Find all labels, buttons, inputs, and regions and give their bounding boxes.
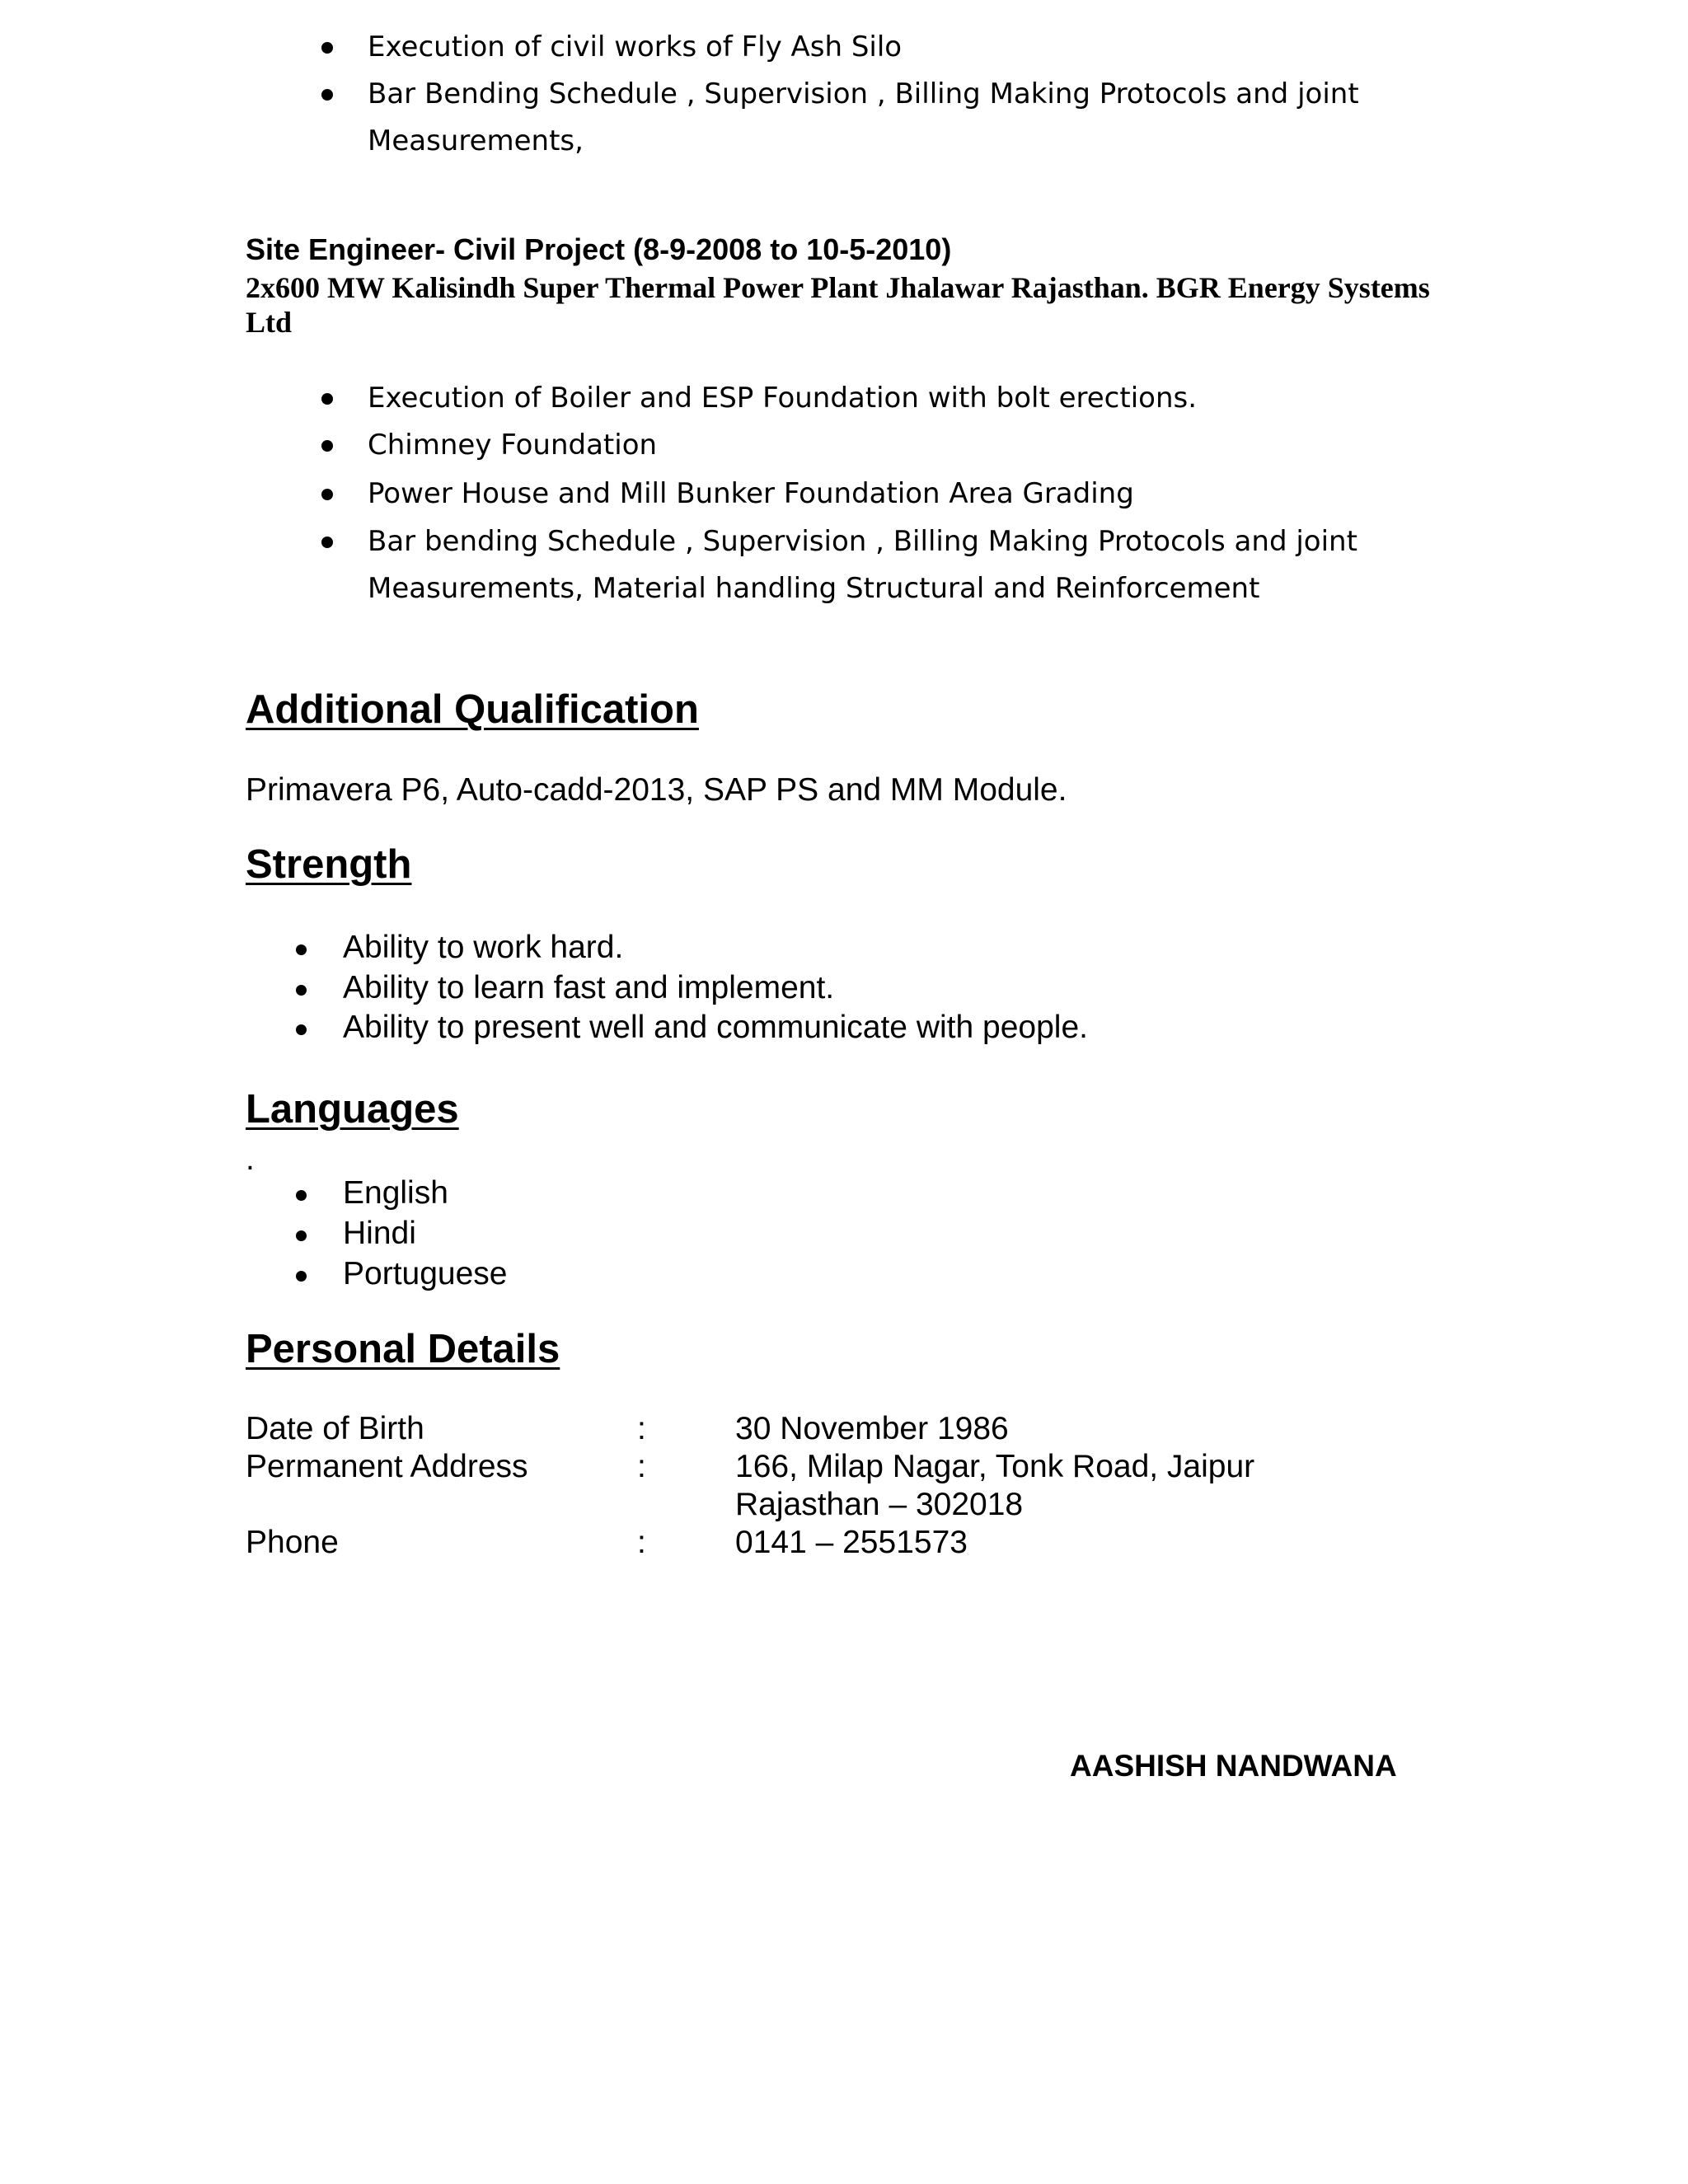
section-heading-additional-qualification: Additional Qualification (246, 687, 699, 732)
list-item: Chimney Foundation (368, 429, 658, 462)
list-item: Portuguese (343, 1256, 508, 1291)
bullet-icon (296, 1190, 307, 1201)
list-item: English (343, 1175, 448, 1211)
list-item: Bar Bending Schedule , Supervision , Billing Making Protocols and joint (368, 77, 1359, 110)
section-heading-languages: Languages (246, 1087, 459, 1132)
bullet-icon (321, 393, 333, 405)
bullet-icon (321, 537, 333, 548)
job-subtitle: 2x600 MW Kalisindh Super Thermal Power Plant Jhalawar Rajasthan. BGR Energy Systems Ltd (246, 271, 1430, 339)
stray-dot: . (246, 1141, 255, 1177)
detail-colon: : (637, 1411, 646, 1446)
bullet-icon (321, 489, 333, 500)
list-item: Ability to work hard. (343, 930, 624, 965)
list-item: Ability to learn fast and implement. (343, 970, 835, 1005)
detail-value: 0141 – 2551573 (735, 1525, 968, 1560)
detail-colon: : (637, 1449, 646, 1484)
detail-label: Permanent Address (246, 1449, 528, 1484)
detail-value: 30 November 1986 (735, 1411, 1009, 1446)
signature-name: AASHISH NANDWANA (1070, 1749, 1397, 1783)
bullet-icon (321, 440, 333, 452)
list-item: Execution of civil works of Fly Ash Silo (368, 30, 903, 63)
qualification-text: Primavera P6, Auto-cadd-2013, SAP PS and MM Module. (246, 772, 1067, 808)
detail-label: Phone (246, 1525, 339, 1560)
detail-value: 166, Milap Nagar, Tonk Road, Jaipur (735, 1449, 1255, 1484)
detail-value: Rajasthan – 302018 (735, 1487, 1024, 1522)
list-item-continuation: Measurements, Material handling Structural and Reinforcement (368, 572, 1260, 605)
bullet-icon (321, 89, 333, 101)
bullet-icon (296, 985, 307, 996)
section-heading-personal-details: Personal Details (246, 1327, 560, 1371)
list-item: Execution of Boiler and ESP Foundation with bolt erections. (368, 382, 1198, 415)
list-item-continuation: Measurements, (368, 124, 584, 157)
list-item: Bar bending Schedule , Supervision , Billing Making Protocols and joint (368, 525, 1357, 558)
list-item: Power House and Mill Bunker Foundation Area Grading (368, 477, 1134, 510)
detail-label: Date of Birth (246, 1411, 424, 1446)
list-item: Hindi (343, 1216, 416, 1251)
bullet-icon (296, 1271, 307, 1282)
bullet-icon (296, 1024, 307, 1035)
list-item: Ability to present well and communicate with people. (343, 1010, 1088, 1045)
detail-colon: : (637, 1525, 646, 1560)
job-title: Site Engineer- Civil Project (8-9-2008 to 10-5-2010) (246, 232, 952, 266)
bullet-icon (321, 42, 333, 54)
bullet-icon (296, 1230, 307, 1241)
bullet-icon (296, 944, 307, 955)
section-heading-strength: Strength (246, 842, 412, 887)
